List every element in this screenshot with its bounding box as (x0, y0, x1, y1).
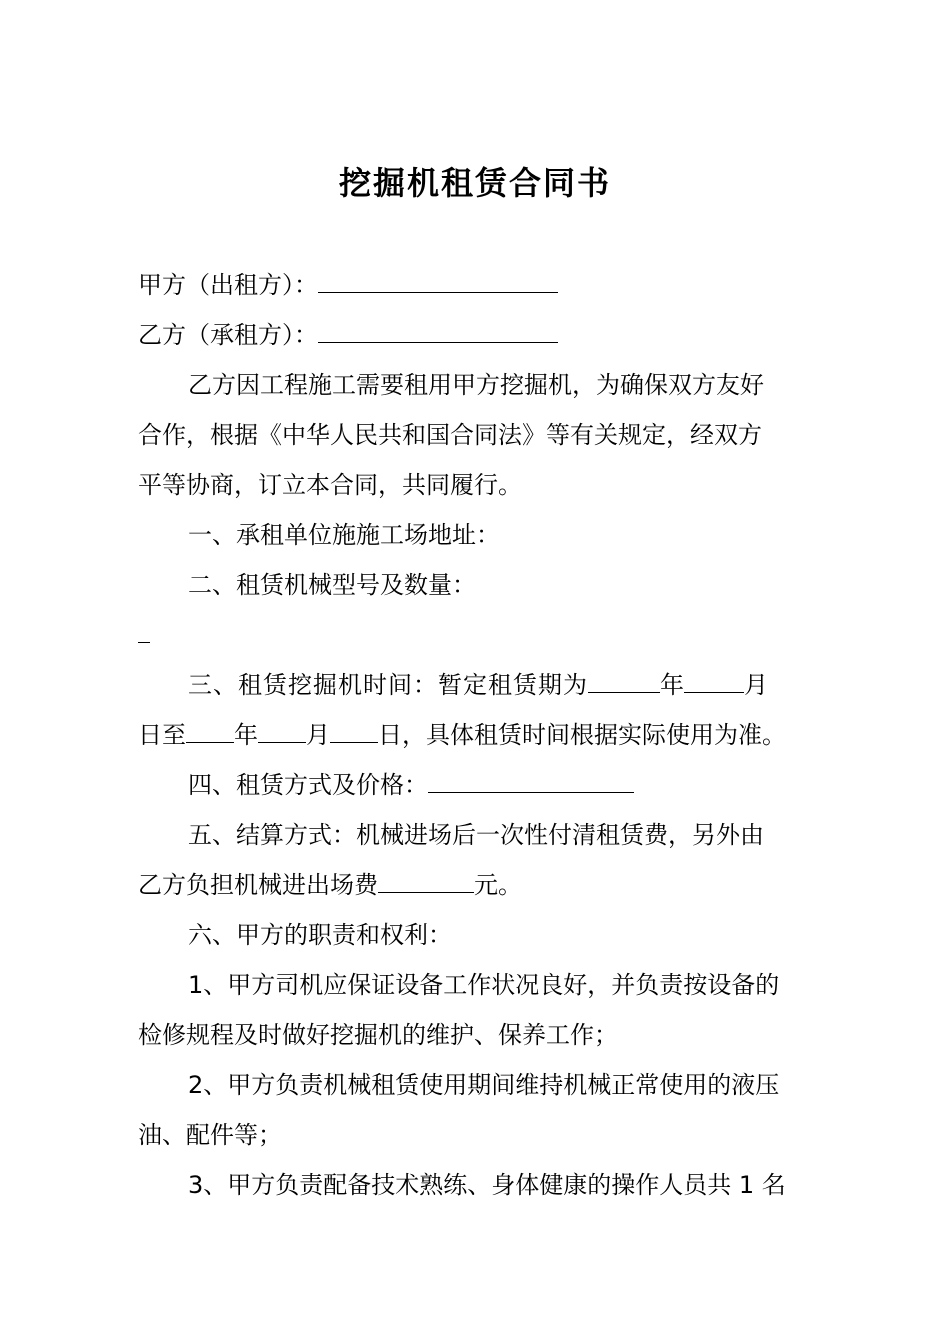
item-1-line-2: 检修规程及时做好挖掘机的维护、保养工作； (138, 1021, 618, 1049)
item-1-line-1: 1、甲方司机应保证设备工作状况良好，并负责按设备的 (188, 971, 780, 999)
price-blank[interactable] (428, 770, 634, 793)
party-b-line (138, 320, 818, 350)
party-a-label: 甲方（出租方）： (138, 271, 318, 299)
yuan-label: 元。 (474, 871, 522, 899)
section-5-line-2 (138, 870, 818, 900)
item-2-line-1: 2、甲方负责机械租赁使用期间维持机械正常使用的液压 (188, 1071, 780, 1099)
party-b-blank[interactable] (318, 320, 558, 343)
intro-line-3: 平等协商，订立本合同，共同履行。 (138, 471, 522, 499)
section-5-line-1: 五、结算方式：机械进场后一次性付清租赁费，另外由 (188, 821, 764, 849)
document-title: 挖掘机租赁合同书 (338, 164, 611, 202)
party-a-line (138, 270, 818, 300)
item-2-line-2: 油、配件等； (138, 1121, 282, 1149)
section-3-line-2 (138, 720, 818, 750)
start-month-blank[interactable] (684, 670, 744, 693)
end-day-label: 日，具体租赁时间根据实际使用为准。 (378, 721, 786, 749)
end-month-label: 月 (306, 721, 330, 749)
section-4-text: 四、租赁方式及价格： (188, 771, 428, 799)
section-1: 一、承租单位施施工场地址： (188, 521, 500, 549)
party-b-label: 乙方（承租方）： (138, 321, 318, 349)
end-month-blank[interactable] (258, 720, 306, 743)
section-4-line (188, 770, 818, 800)
start-year-blank[interactable] (588, 670, 660, 693)
end-year-blank[interactable] (186, 720, 234, 743)
year-label: 年 (660, 671, 684, 699)
party-a-blank[interactable] (318, 270, 558, 293)
item-3-line-1: 3、甲方负责配备技术熟练、身体健康的操作人员共 1 名 (188, 1171, 786, 1199)
entry-fee-blank[interactable] (378, 870, 474, 893)
intro-line-2: 合作，根据《中华人民共和国合同法》等有关规定，经双方 (138, 421, 762, 449)
section-5-text: 乙方负担机械进出场费 (138, 871, 378, 899)
section-2-blank-line (138, 620, 818, 650)
end-year-label: 年 (234, 721, 258, 749)
section-3-line-1 (188, 670, 818, 700)
section-2: 二、租赁机械型号及数量： (188, 571, 476, 599)
section-3-text: 三、租赁挖掘机时间：暂定租赁期为 (188, 671, 588, 699)
end-day-blank[interactable] (330, 720, 378, 743)
start-day-label: 日至 (138, 721, 186, 749)
intro-line-1: 乙方因工程施工需要租用甲方挖掘机，为确保双方友好 (188, 371, 764, 399)
section-6: 六、甲方的职责和权利： (188, 921, 452, 949)
section-2-blank[interactable] (138, 620, 150, 643)
month-label: 月 (744, 671, 768, 699)
